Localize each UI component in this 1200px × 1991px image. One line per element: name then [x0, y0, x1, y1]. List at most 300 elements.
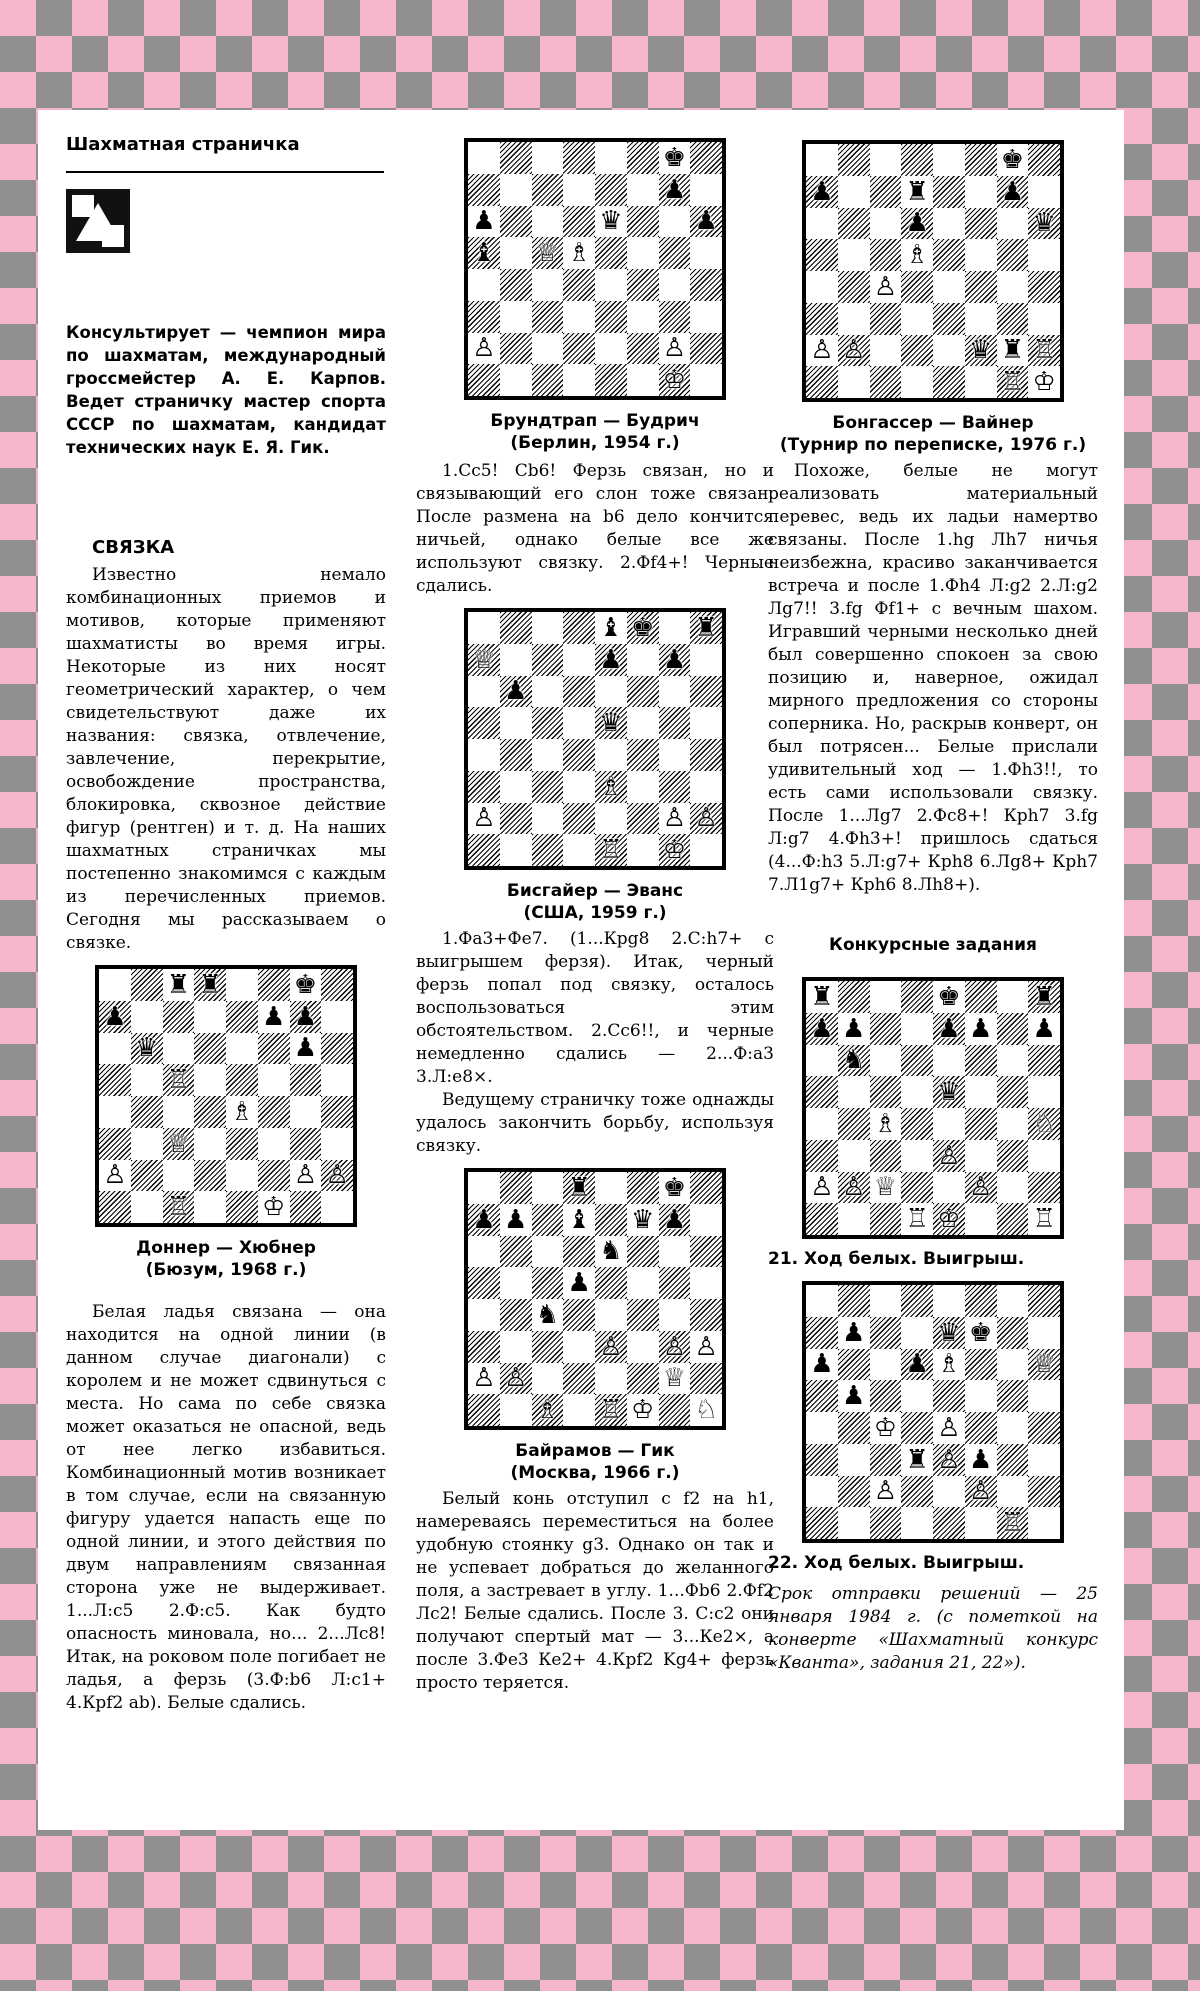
- board-square: [99, 1160, 131, 1192]
- board-square: [870, 335, 902, 367]
- board-square: [627, 333, 659, 365]
- board-square: [965, 335, 997, 367]
- board-square: [627, 1299, 659, 1331]
- board-square: [933, 335, 965, 367]
- chess-piece-icon: ♖: [599, 835, 623, 866]
- board-square: [901, 1108, 933, 1140]
- board-square: [500, 707, 532, 739]
- board-square: [965, 239, 997, 271]
- board-square: [99, 1064, 131, 1096]
- board-square: [690, 1331, 722, 1363]
- board-square: [468, 644, 500, 676]
- board-square: [290, 1033, 322, 1065]
- board-square: [563, 269, 595, 301]
- board-square: [870, 239, 902, 271]
- board-square: [500, 1363, 532, 1395]
- board-square: [933, 1140, 965, 1172]
- board-square: [997, 981, 1029, 1013]
- board-square: [690, 237, 722, 269]
- chess-piece-icon: ♙: [472, 803, 496, 834]
- board-square: [1028, 208, 1060, 240]
- section-title: Шахматная страничка: [66, 134, 384, 173]
- board-square: [997, 1172, 1029, 1204]
- game-caption: Брундтрап — Будрич (Берлин, 1954 г.): [490, 411, 700, 453]
- board-square: [997, 1013, 1029, 1045]
- board-square: [290, 1191, 322, 1223]
- board-square: [901, 1444, 933, 1476]
- board-square: [468, 269, 500, 301]
- board-square: [838, 366, 870, 398]
- board-square: [933, 1412, 965, 1444]
- board-square: [806, 144, 838, 176]
- board-square: [500, 206, 532, 238]
- board-square: [690, 771, 722, 803]
- board-square: [870, 1412, 902, 1444]
- chess-board: [802, 140, 1064, 402]
- board-square: [690, 834, 722, 866]
- chess-piece-icon: ♟: [937, 1013, 961, 1044]
- chess-piece-icon: ♗: [230, 1096, 254, 1127]
- board-square: [690, 1363, 722, 1395]
- board-square: [563, 1204, 595, 1236]
- board-square: [659, 1204, 691, 1236]
- board-square: [532, 803, 564, 835]
- board-square: [659, 206, 691, 238]
- chess-piece-icon: ♙: [472, 1363, 496, 1394]
- board-square: [690, 1267, 722, 1299]
- chess-piece-icon: ♟: [694, 206, 718, 237]
- chess-piece-icon: ♞: [535, 1299, 560, 1330]
- board-square: [1028, 176, 1060, 208]
- board-square: [690, 739, 722, 771]
- chess-piece-icon: ♛: [968, 335, 993, 366]
- board-square: [901, 335, 933, 367]
- board-square: [163, 1033, 195, 1065]
- board-square: [690, 301, 722, 333]
- chess-piece-icon: ♚: [937, 981, 961, 1012]
- board-square: [1028, 1349, 1060, 1381]
- chess-piece-icon: ♗: [567, 238, 591, 269]
- board-square: [838, 208, 870, 240]
- chess-piece-icon: ♜: [905, 1444, 929, 1475]
- board-square: [901, 1203, 933, 1235]
- board-square: [997, 1476, 1029, 1508]
- chess-piece-icon: ♕: [535, 238, 560, 269]
- board-square: [965, 1172, 997, 1204]
- chess-piece-icon: ♗: [937, 1349, 961, 1380]
- chess-piece-icon: ♜: [905, 176, 929, 207]
- board-square: [901, 1285, 933, 1317]
- board-square: [194, 1096, 226, 1128]
- board-square: [290, 969, 322, 1001]
- board-square: [870, 1285, 902, 1317]
- board-square: [1028, 1380, 1060, 1412]
- board-square: [532, 612, 564, 644]
- chess-piece-icon: ♟: [662, 174, 687, 205]
- game-caption: Бонгассер — Вайнер (Турнир по переписке, 1976 г.): [779, 413, 1087, 455]
- board-square: [690, 707, 722, 739]
- chess-piece-icon: ♗: [905, 240, 929, 271]
- board-square: [838, 1013, 870, 1045]
- board-square: [933, 1108, 965, 1140]
- board-square: [806, 1108, 838, 1140]
- chess-diagram: [464, 608, 726, 870]
- chess-piece-icon: ♟: [841, 1013, 866, 1044]
- chess-piece-icon: ♙: [662, 1331, 687, 1362]
- board-square: [563, 803, 595, 835]
- board-square: [595, 364, 627, 396]
- chess-piece-icon: ♙: [937, 1412, 961, 1443]
- board-square: [659, 771, 691, 803]
- board-square: [627, 771, 659, 803]
- board-square: [500, 771, 532, 803]
- board-square: [627, 803, 659, 835]
- board-square: [627, 1363, 659, 1395]
- board-square: [131, 1160, 163, 1192]
- board-square: [965, 1013, 997, 1045]
- board-square: [532, 237, 564, 269]
- chess-piece-icon: ♟: [503, 676, 528, 707]
- board-square: [595, 301, 627, 333]
- board-square: [321, 1128, 353, 1160]
- board-square: [532, 269, 564, 301]
- chess-piece-icon: ♙: [810, 335, 834, 366]
- board-square: [563, 1172, 595, 1204]
- board-square: [659, 364, 691, 396]
- board-square: [500, 1204, 532, 1236]
- board-square: [659, 1267, 691, 1299]
- board-square: [627, 174, 659, 206]
- board-square: [901, 1380, 933, 1412]
- board-square: [659, 676, 691, 708]
- board-square: [806, 1172, 838, 1204]
- game-caption: Байрамов — Гик (Москва, 1966 г.): [510, 1441, 680, 1483]
- game-caption: Доннер — Хюбнер (Бюзум, 1968 г.): [136, 1238, 316, 1280]
- board-square: [1028, 271, 1060, 303]
- board-square: [997, 1444, 1029, 1476]
- board-square: [258, 1096, 290, 1128]
- board-square: [468, 174, 500, 206]
- board-square: [933, 366, 965, 398]
- board-square: [321, 1064, 353, 1096]
- chess-diagram: [464, 138, 726, 400]
- board-square: [659, 1394, 691, 1426]
- board-square: [532, 301, 564, 333]
- chess-piece-icon: ♙: [968, 1172, 993, 1203]
- board-square: [997, 239, 1029, 271]
- board-square: [690, 269, 722, 301]
- chess-piece-icon: ♔: [261, 1192, 286, 1223]
- board-square: [500, 333, 532, 365]
- board-square: [870, 981, 902, 1013]
- column-left: [66, 110, 386, 1715]
- board-square: [965, 1285, 997, 1317]
- board-square: [901, 176, 933, 208]
- board-square: [997, 271, 1029, 303]
- board-square: [290, 1096, 322, 1128]
- board-square: [468, 301, 500, 333]
- board-square: [659, 739, 691, 771]
- board-square: [532, 1331, 564, 1363]
- board-square: [194, 1128, 226, 1160]
- board-square: [1028, 1013, 1060, 1045]
- chess-piece-icon: ♔: [662, 365, 687, 396]
- board-square: [563, 333, 595, 365]
- board-square: [500, 676, 532, 708]
- board-square: [1028, 1317, 1060, 1349]
- board-square: [563, 1236, 595, 1268]
- board-square: [226, 1191, 258, 1223]
- board-square: [563, 707, 595, 739]
- board-square: [838, 1476, 870, 1508]
- board-square: [99, 969, 131, 1001]
- board-square: [532, 364, 564, 396]
- chess-piece-icon: ♞: [841, 1045, 866, 1076]
- board-square: [468, 1172, 500, 1204]
- magazine-page: [38, 110, 1124, 1830]
- board-square: [1028, 1285, 1060, 1317]
- board-square: [806, 1476, 838, 1508]
- board-square: [965, 1476, 997, 1508]
- task-22: 22. Ход белых. Выигрыш.: [768, 1553, 1025, 1573]
- board-square: [997, 366, 1029, 398]
- board-square: [690, 206, 722, 238]
- board-square: [532, 206, 564, 238]
- game-text: 1.Фа3+Фе7. (1...Крg8 2.С:h7+ с выигрышем ферзя). Итак, черный ферзь попал под связку, осталось воспользоваться этим обстоятельством. 2.Сс6!!, и черные немедленно сдались — 2...Ф:а3 3.Л:е8×. Ведущему страничку тоже однажды удалось закончить борьбу, используя связку.: [416, 929, 774, 1156]
- board-square: [226, 1160, 258, 1192]
- board-square: [500, 237, 532, 269]
- chess-diagram: [802, 1281, 1064, 1543]
- board-square: [806, 239, 838, 271]
- game-text: Белая ладья связана — она находится на одной линии (в данном случае диагонали) с королем и не может сдвинуться с места. Но сама по себе связка может оказаться не опасной, ведь от нее легко избавиться. Комбинационный мотив возникает в том случае, если на связанную фигуру удается напасть еще по одной линии, и этого действия по двум направлениям связанная сторона уже не выдерживает. 1...Л:с5 2.Ф:с5. Как будто опасность миновала, но... 2...Лс8! Итак, на роковом поле погибает не ладья, а ферзь (3.Ф:b6 Л:с1+ 4.Крf2 ab). Белые сдались.: [66, 1302, 386, 1713]
- chess-piece-icon: ♙: [873, 1476, 898, 1507]
- board-square: [321, 1001, 353, 1033]
- board-square: [627, 676, 659, 708]
- chess-piece-icon: ♟: [1032, 1013, 1056, 1044]
- chess-piece-icon: ♗: [599, 771, 623, 802]
- board-square: [532, 739, 564, 771]
- board-square: [690, 1172, 722, 1204]
- board-square: [532, 174, 564, 206]
- board-square: [563, 237, 595, 269]
- board-square: [870, 303, 902, 335]
- board-square: [563, 1267, 595, 1299]
- chess-piece-icon: ♜: [198, 969, 222, 1000]
- chess-piece-icon: ♟: [1000, 176, 1025, 207]
- board-square: [226, 1064, 258, 1096]
- board-square: [965, 1507, 997, 1539]
- board-square: [500, 612, 532, 644]
- chess-piece-icon: ♙: [103, 1160, 127, 1191]
- board-square: [627, 834, 659, 866]
- chess-piece-icon: ♟: [293, 1001, 318, 1032]
- chess-piece-icon: ♕: [662, 1363, 687, 1394]
- board-square: [1028, 239, 1060, 271]
- board-square: [500, 174, 532, 206]
- chess-piece-icon: ♕: [1032, 1349, 1056, 1380]
- board-square: [965, 1108, 997, 1140]
- board-square: [933, 208, 965, 240]
- board-square: [468, 1236, 500, 1268]
- board-square: [997, 1203, 1029, 1235]
- board-square: [627, 301, 659, 333]
- chess-piece-icon: ♙: [841, 335, 866, 366]
- board-square: [595, 834, 627, 866]
- board-square: [690, 1299, 722, 1331]
- chess-diagram: [464, 1168, 726, 1430]
- board-square: [468, 142, 500, 174]
- board-square: [659, 269, 691, 301]
- chess-piece-icon: ♘: [694, 1395, 718, 1426]
- board-square: [901, 981, 933, 1013]
- board-square: [258, 1064, 290, 1096]
- consultant-note: Консультирует — чемпион мира по шахматам, международный гроссмейстер А. Е. Карпов. Ведет страничку мастер спорта СССР по шахматам, кандидат технических наук Е. Я. Гик.: [66, 323, 386, 457]
- chess-board: [464, 1168, 726, 1430]
- board-square: [933, 1317, 965, 1349]
- board-square: [806, 1203, 838, 1235]
- board-square: [901, 144, 933, 176]
- board-square: [901, 366, 933, 398]
- board-square: [870, 1108, 902, 1140]
- chess-piece-icon: ♙: [662, 803, 687, 834]
- board-square: [659, 834, 691, 866]
- board-square: [997, 1045, 1029, 1077]
- chess-piece-icon: ♛: [599, 708, 623, 739]
- board-square: [563, 1363, 595, 1395]
- board-square: [563, 206, 595, 238]
- board-square: [806, 1045, 838, 1077]
- board-square: [99, 1128, 131, 1160]
- board-square: [532, 333, 564, 365]
- board-square: [870, 366, 902, 398]
- article-heading: СВЯЗКА: [92, 537, 175, 558]
- board-square: [194, 1064, 226, 1096]
- chess-piece-icon: ♝: [599, 612, 623, 643]
- board-square: [997, 335, 1029, 367]
- board-square: [226, 1096, 258, 1128]
- board-square: [99, 1033, 131, 1065]
- board-square: [290, 1128, 322, 1160]
- board-square: [226, 1033, 258, 1065]
- board-square: [901, 1507, 933, 1539]
- board-square: [563, 612, 595, 644]
- board-square: [933, 1507, 965, 1539]
- board-square: [1028, 366, 1060, 398]
- chess-piece-icon: ♕: [166, 1128, 191, 1159]
- board-square: [468, 364, 500, 396]
- board-square: [468, 771, 500, 803]
- board-square: [997, 144, 1029, 176]
- board-square: [806, 208, 838, 240]
- chess-piece-icon: ♜: [166, 969, 191, 1000]
- board-square: [870, 1476, 902, 1508]
- chess-piece-icon: ♟: [968, 1444, 993, 1475]
- board-square: [226, 1128, 258, 1160]
- board-square: [1028, 1476, 1060, 1508]
- board-square: [997, 303, 1029, 335]
- board-square: [321, 1160, 353, 1192]
- board-square: [806, 1285, 838, 1317]
- board-square: [563, 1394, 595, 1426]
- board-square: [965, 303, 997, 335]
- board-square: [901, 1013, 933, 1045]
- board-square: [659, 1299, 691, 1331]
- board-square: [870, 1507, 902, 1539]
- board-square: [563, 174, 595, 206]
- board-square: [659, 142, 691, 174]
- chess-piece-icon: ♟: [503, 1204, 528, 1235]
- board-square: [532, 1267, 564, 1299]
- board-square: [838, 303, 870, 335]
- board-square: [933, 1380, 965, 1412]
- board-square: [659, 707, 691, 739]
- board-square: [595, 1394, 627, 1426]
- board-square: [901, 1076, 933, 1108]
- chess-piece-icon: ♖: [599, 1395, 623, 1426]
- chess-piece-icon: ♙: [810, 1172, 834, 1203]
- board-square: [1028, 144, 1060, 176]
- board-square: [163, 1128, 195, 1160]
- board-square: [500, 364, 532, 396]
- board-square: [163, 1191, 195, 1223]
- board-square: [500, 301, 532, 333]
- board-square: [1028, 1140, 1060, 1172]
- board-square: [838, 335, 870, 367]
- board-square: [468, 1331, 500, 1363]
- game-text: Белый конь отступил с f2 на h1, намереваясь переместиться на более удобную стоянку g3. Однако он так и не успевает добраться до желанного поля, а застревает в углу. 1...Фb6 2.Фf2 Лс2! Белые сдались. После 3. С:с2 они получают спертый мат — 3...Ке2×, а после 3.Фе3 Ке2+ 4.Крf2 Kg4+ ферзь просто теряется.: [416, 1489, 774, 1693]
- column-right: [768, 110, 1098, 1675]
- board-square: [870, 271, 902, 303]
- board-square: [933, 1349, 965, 1381]
- chess-piece-icon: ♟: [599, 644, 623, 675]
- board-square: [690, 174, 722, 206]
- board-square: [690, 364, 722, 396]
- board-square: [690, 676, 722, 708]
- chess-piece-icon: ♙: [694, 1331, 718, 1362]
- chess-piece-icon: ♞: [599, 1236, 623, 1267]
- board-square: [532, 1299, 564, 1331]
- chess-piece-icon: ♔: [662, 835, 687, 866]
- board-square: [1028, 303, 1060, 335]
- board-square: [965, 1317, 997, 1349]
- board-square: [468, 1267, 500, 1299]
- board-square: [933, 1285, 965, 1317]
- board-square: [933, 239, 965, 271]
- board-square: [901, 1349, 933, 1381]
- chess-piece-icon: ♗: [535, 1395, 560, 1426]
- board-square: [627, 1172, 659, 1204]
- deadline-note: Срок отправки решений — 25 января 1984 г. (с пометкой на конверте «Шахматный конкурс «Кванта», задания 21, 22»).: [768, 1584, 1098, 1673]
- board-square: [290, 1160, 322, 1192]
- board-square: [690, 1204, 722, 1236]
- board-square: [500, 142, 532, 174]
- board-square: [933, 1444, 965, 1476]
- board-square: [838, 1507, 870, 1539]
- board-square: [563, 834, 595, 866]
- board-square: [532, 1394, 564, 1426]
- board-square: [933, 176, 965, 208]
- chess-piece-icon: ♖: [1032, 1204, 1056, 1235]
- board-square: [870, 1076, 902, 1108]
- board-square: [163, 1096, 195, 1128]
- board-square: [627, 1394, 659, 1426]
- chess-piece-icon: ♝: [472, 238, 496, 269]
- chess-piece-icon: ♕: [873, 1172, 898, 1203]
- board-square: [933, 1476, 965, 1508]
- chess-piece-icon: ♙: [873, 271, 898, 302]
- chess-piece-icon: ♗: [873, 1108, 898, 1139]
- board-square: [838, 1380, 870, 1412]
